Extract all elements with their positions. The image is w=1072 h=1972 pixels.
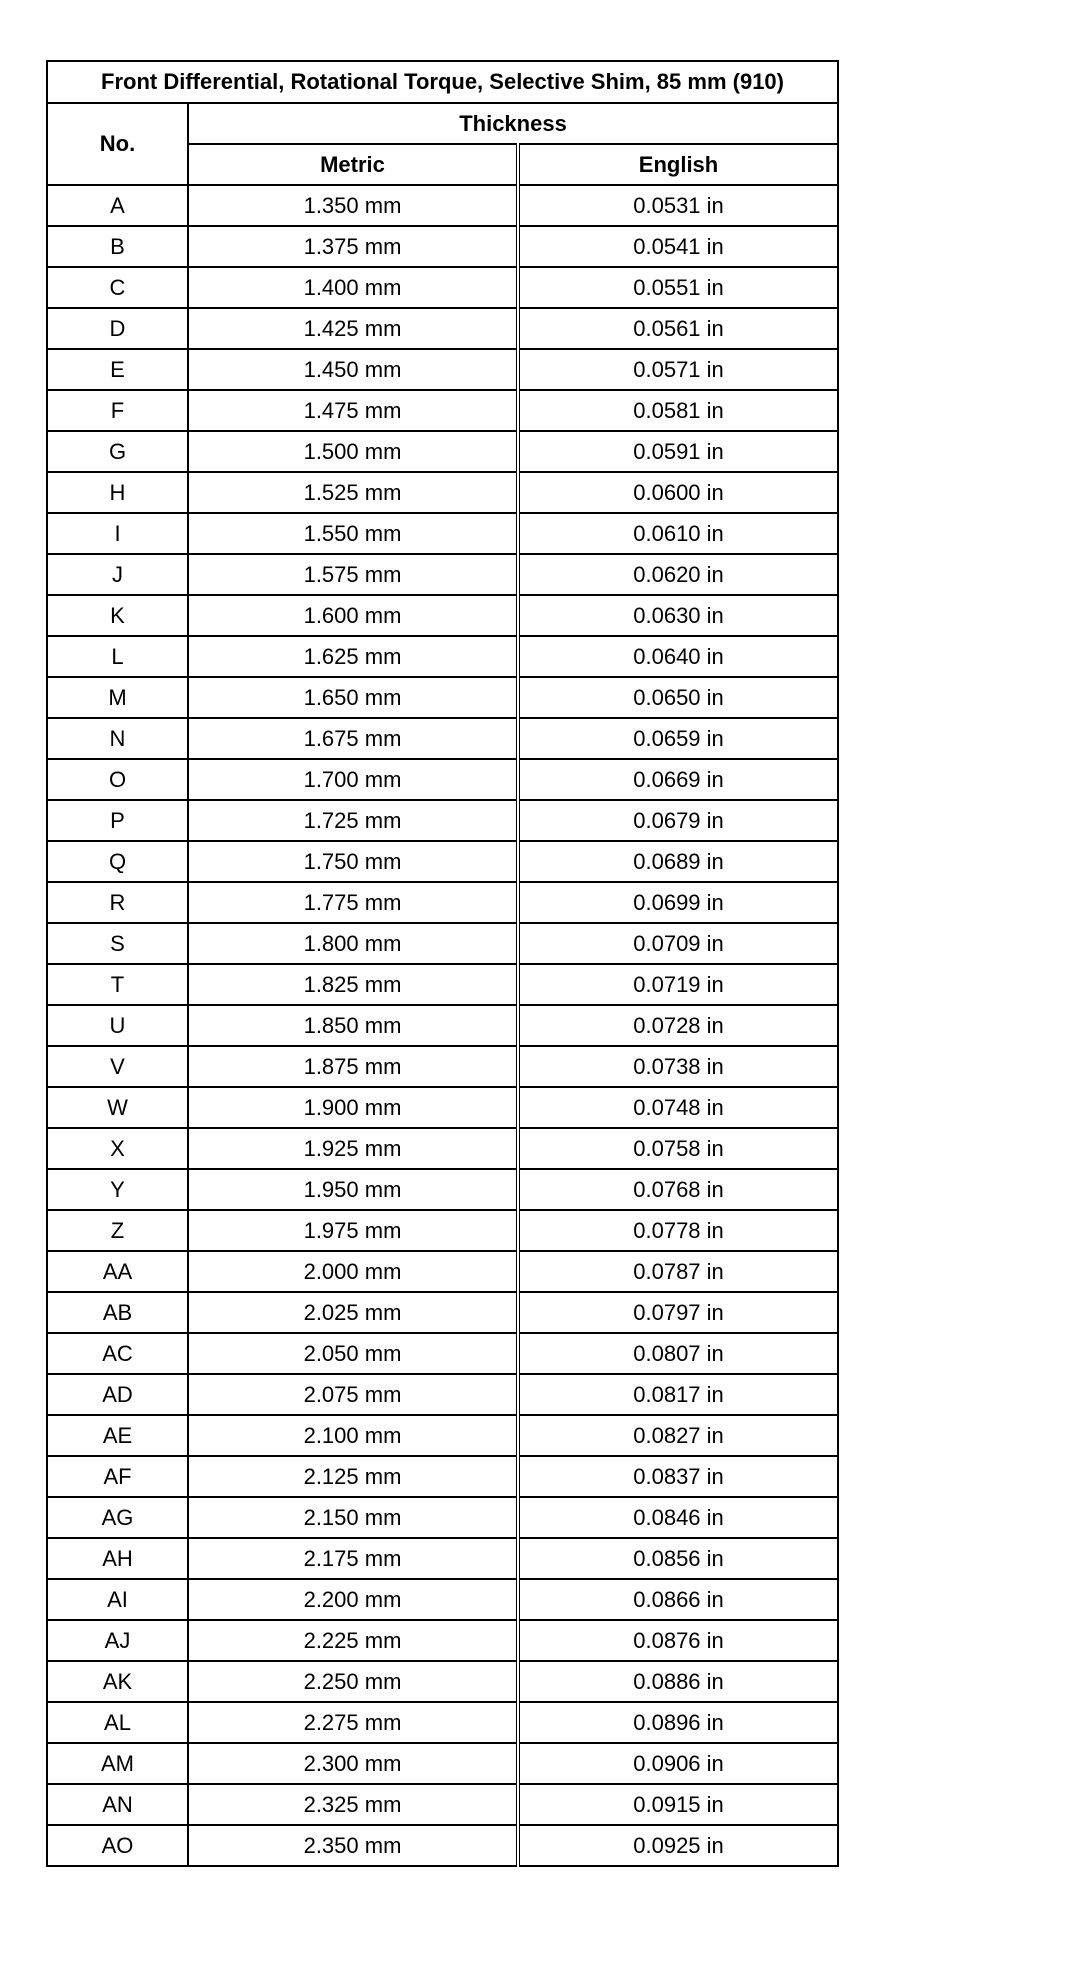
cell-no: S [47, 923, 188, 964]
table-row [47, 1333, 838, 1374]
cell-metric: 1.525 mm [188, 472, 518, 513]
cell-no: AE [47, 1415, 188, 1456]
cell-metric: 1.550 mm [188, 513, 518, 554]
cell-metric: 1.750 mm [188, 841, 518, 882]
cell-no: B [47, 226, 188, 267]
cell-metric: 2.250 mm [188, 1661, 518, 1702]
cell-no: W [47, 1087, 188, 1128]
cell-english: 0.0856 in [518, 1538, 838, 1579]
cell-english: 0.0778 in [518, 1210, 838, 1251]
table-row [47, 1784, 838, 1825]
cell-metric: 1.575 mm [188, 554, 518, 595]
table-row [47, 1497, 838, 1538]
cell-metric: 1.400 mm [188, 267, 518, 308]
cell-metric: 1.875 mm [188, 1046, 518, 1087]
cell-english: 0.0571 in [518, 349, 838, 390]
table-row [47, 1005, 838, 1046]
cell-english: 0.0610 in [518, 513, 838, 554]
table-row [47, 390, 838, 431]
header-row-thickness [47, 103, 838, 144]
cell-english: 0.0689 in [518, 841, 838, 882]
table-row [47, 595, 838, 636]
table-title: Front Differential, Rotational Torque, Selective Shim, 85 mm (910) [47, 61, 838, 103]
cell-no: K [47, 595, 188, 636]
cell-metric: 1.900 mm [188, 1087, 518, 1128]
table-body [47, 185, 838, 1866]
table-row [47, 636, 838, 677]
cell-no: AH [47, 1538, 188, 1579]
cell-no: N [47, 718, 188, 759]
table-row [47, 554, 838, 595]
cell-metric: 2.200 mm [188, 1579, 518, 1620]
cell-english: 0.0886 in [518, 1661, 838, 1702]
header-thickness: Thickness [188, 103, 838, 144]
cell-english: 0.0797 in [518, 1292, 838, 1333]
cell-no: AO [47, 1825, 188, 1866]
cell-no: F [47, 390, 188, 431]
cell-metric: 2.025 mm [188, 1292, 518, 1333]
table-row [47, 431, 838, 472]
table-row [47, 1456, 838, 1497]
cell-english: 0.0758 in [518, 1128, 838, 1169]
table-row [47, 1046, 838, 1087]
table-row [47, 1210, 838, 1251]
table-row [47, 185, 838, 226]
cell-english: 0.0650 in [518, 677, 838, 718]
cell-metric: 2.150 mm [188, 1497, 518, 1538]
cell-no: AF [47, 1456, 188, 1497]
cell-english: 0.0866 in [518, 1579, 838, 1620]
cell-english: 0.0846 in [518, 1497, 838, 1538]
cell-english: 0.0925 in [518, 1825, 838, 1866]
cell-no: O [47, 759, 188, 800]
cell-no: H [47, 472, 188, 513]
cell-english: 0.0915 in [518, 1784, 838, 1825]
table-row [47, 1702, 838, 1743]
cell-no: AM [47, 1743, 188, 1784]
cell-metric: 2.225 mm [188, 1620, 518, 1661]
cell-metric: 2.075 mm [188, 1374, 518, 1415]
table-row [47, 308, 838, 349]
cell-metric: 1.925 mm [188, 1128, 518, 1169]
cell-no: AK [47, 1661, 188, 1702]
cell-metric: 2.050 mm [188, 1333, 518, 1374]
cell-no: AD [47, 1374, 188, 1415]
cell-no: AL [47, 1702, 188, 1743]
cell-no: V [47, 1046, 188, 1087]
cell-english: 0.0827 in [518, 1415, 838, 1456]
cell-no: M [47, 677, 188, 718]
cell-no: AC [47, 1333, 188, 1374]
cell-metric: 1.950 mm [188, 1169, 518, 1210]
table-row [47, 349, 838, 390]
table-row [47, 841, 838, 882]
table-row [47, 1374, 838, 1415]
table-row [47, 1128, 838, 1169]
cell-metric: 1.700 mm [188, 759, 518, 800]
cell-english: 0.0738 in [518, 1046, 838, 1087]
cell-metric: 2.100 mm [188, 1415, 518, 1456]
cell-english: 0.0768 in [518, 1169, 838, 1210]
cell-metric: 1.800 mm [188, 923, 518, 964]
header-no: No. [47, 103, 188, 185]
cell-english: 0.0709 in [518, 923, 838, 964]
cell-english: 0.0640 in [518, 636, 838, 677]
table-row [47, 1292, 838, 1333]
cell-no: AB [47, 1292, 188, 1333]
table-row [47, 513, 838, 554]
cell-no: D [47, 308, 188, 349]
table-row [47, 1169, 838, 1210]
cell-no: J [47, 554, 188, 595]
cell-english: 0.0591 in [518, 431, 838, 472]
table-row [47, 759, 838, 800]
cell-metric: 2.325 mm [188, 1784, 518, 1825]
cell-english: 0.0787 in [518, 1251, 838, 1292]
cell-no: U [47, 1005, 188, 1046]
cell-metric: 2.000 mm [188, 1251, 518, 1292]
cell-metric: 1.650 mm [188, 677, 518, 718]
table-row [47, 1415, 838, 1456]
cell-no: I [47, 513, 188, 554]
cell-english: 0.0541 in [518, 226, 838, 267]
cell-metric: 2.125 mm [188, 1456, 518, 1497]
table-row [47, 267, 838, 308]
cell-no: AA [47, 1251, 188, 1292]
cell-english: 0.0600 in [518, 472, 838, 513]
header-english: English [518, 144, 838, 185]
cell-metric: 1.450 mm [188, 349, 518, 390]
cell-english: 0.0837 in [518, 1456, 838, 1497]
cell-english: 0.0906 in [518, 1743, 838, 1784]
table-header [47, 61, 838, 185]
cell-metric: 1.625 mm [188, 636, 518, 677]
cell-no: AG [47, 1497, 188, 1538]
table-row [47, 882, 838, 923]
cell-no: Y [47, 1169, 188, 1210]
cell-english: 0.0561 in [518, 308, 838, 349]
cell-english: 0.0896 in [518, 1702, 838, 1743]
cell-metric: 1.375 mm [188, 226, 518, 267]
cell-english: 0.0679 in [518, 800, 838, 841]
cell-metric: 2.350 mm [188, 1825, 518, 1866]
cell-english: 0.0876 in [518, 1620, 838, 1661]
cell-english: 0.0728 in [518, 1005, 838, 1046]
cell-no: AN [47, 1784, 188, 1825]
cell-metric: 1.600 mm [188, 595, 518, 636]
cell-english: 0.0551 in [518, 267, 838, 308]
cell-english: 0.0531 in [518, 185, 838, 226]
cell-metric: 1.775 mm [188, 882, 518, 923]
cell-metric: 1.975 mm [188, 1210, 518, 1251]
cell-no: Z [47, 1210, 188, 1251]
title-row [47, 61, 838, 103]
cell-english: 0.0807 in [518, 1333, 838, 1374]
cell-no: A [47, 185, 188, 226]
table-row [47, 226, 838, 267]
cell-no: P [47, 800, 188, 841]
cell-english: 0.0669 in [518, 759, 838, 800]
cell-english: 0.0699 in [518, 882, 838, 923]
cell-metric: 1.675 mm [188, 718, 518, 759]
cell-english: 0.0659 in [518, 718, 838, 759]
cell-english: 0.0620 in [518, 554, 838, 595]
cell-no: G [47, 431, 188, 472]
table-row [47, 1087, 838, 1128]
cell-no: R [47, 882, 188, 923]
table-row [47, 718, 838, 759]
table-row [47, 964, 838, 1005]
cell-metric: 1.350 mm [188, 185, 518, 226]
table-row [47, 800, 838, 841]
cell-no: T [47, 964, 188, 1005]
table-row [47, 1743, 838, 1784]
cell-no: AJ [47, 1620, 188, 1661]
cell-english: 0.0748 in [518, 1087, 838, 1128]
cell-metric: 1.825 mm [188, 964, 518, 1005]
cell-english: 0.0817 in [518, 1374, 838, 1415]
cell-metric: 1.725 mm [188, 800, 518, 841]
cell-english: 0.0581 in [518, 390, 838, 431]
cell-english: 0.0719 in [518, 964, 838, 1005]
cell-english: 0.0630 in [518, 595, 838, 636]
cell-no: E [47, 349, 188, 390]
table-row [47, 472, 838, 513]
table-row [47, 1538, 838, 1579]
table-row [47, 1620, 838, 1661]
cell-metric: 2.175 mm [188, 1538, 518, 1579]
cell-metric: 2.300 mm [188, 1743, 518, 1784]
cell-metric: 1.425 mm [188, 308, 518, 349]
table-row [47, 923, 838, 964]
table-row [47, 1579, 838, 1620]
cell-metric: 1.850 mm [188, 1005, 518, 1046]
table-row [47, 1251, 838, 1292]
cell-no: C [47, 267, 188, 308]
cell-no: X [47, 1128, 188, 1169]
shim-table [46, 60, 839, 1867]
cell-no: L [47, 636, 188, 677]
table-row [47, 1661, 838, 1702]
cell-no: Q [47, 841, 188, 882]
table-row [47, 677, 838, 718]
cell-no: AI [47, 1579, 188, 1620]
cell-metric: 1.475 mm [188, 390, 518, 431]
cell-metric: 2.275 mm [188, 1702, 518, 1743]
header-metric: Metric [188, 144, 518, 185]
cell-metric: 1.500 mm [188, 431, 518, 472]
table-row [47, 1825, 838, 1866]
